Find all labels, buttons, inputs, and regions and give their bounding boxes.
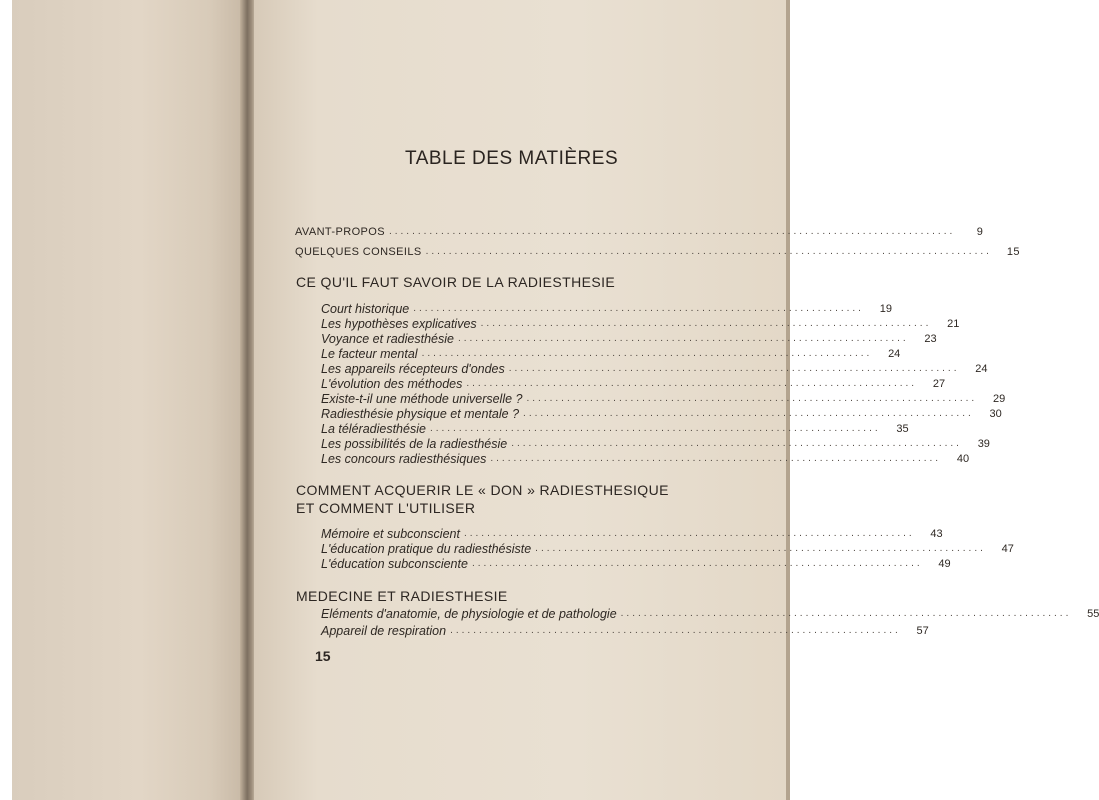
dot-leader: .................................................................................................. xyxy=(388,226,956,237)
toc-entry xyxy=(321,450,970,466)
dot-leader: .............................................................................. xyxy=(413,303,864,314)
toc-entry-label: Appareil de respiration xyxy=(321,624,447,638)
toc-entry-label: L'évolution des méthodes xyxy=(321,377,463,391)
dot-leader: .............................................................................. xyxy=(471,558,923,569)
toc-entry-label: L'éducation pratique du radiesthésiste xyxy=(321,542,532,556)
toc-entry-label: Les concours radiesthésiques xyxy=(321,452,487,466)
toc-entry-label: Les appareils récepteurs d'ondes xyxy=(321,362,505,376)
toc-entry-page: 24 xyxy=(888,348,901,360)
toc-entry xyxy=(321,435,990,451)
toc-entry xyxy=(321,330,937,346)
dot-leader: .............................................................................. xyxy=(450,625,901,636)
toc-entry-page: 55 xyxy=(1087,608,1099,620)
toc-entry xyxy=(321,300,892,316)
toc-entry-label: Court historique xyxy=(321,302,410,316)
toc-entry-page: 47 xyxy=(1001,543,1014,555)
dot-leader: .............................................................................. xyxy=(429,423,881,434)
toc-entry xyxy=(321,555,951,571)
toc-entry-page: 9 xyxy=(976,226,984,238)
toc-entry-page: 29 xyxy=(992,393,1006,405)
toc-entry-label: Existe-t-il une méthode universelle ? xyxy=(321,392,523,406)
toc-entry xyxy=(321,605,1099,621)
toc-entry-label: Voyance et radiesthésie xyxy=(321,332,454,346)
dot-leader: .............................................................................. xyxy=(620,608,1072,619)
dot-leader: .............................................................................. xyxy=(490,453,942,464)
toc-entry-page: 19 xyxy=(879,303,892,315)
toc-entry xyxy=(321,390,1006,406)
toc-entry-label: Eléments d'anatomie, de physiologie et de pathologie xyxy=(321,607,617,621)
toc-entry xyxy=(321,622,929,638)
section-heading: MEDECINE ET RADIESTHESIE xyxy=(296,588,508,604)
dot-leader: .............................................................................. xyxy=(463,528,915,539)
dot-leader: .............................................................................. xyxy=(508,363,960,374)
toc-entry-page: 27 xyxy=(932,378,946,390)
toc-entry-avant-propos xyxy=(295,223,984,239)
toc-entry xyxy=(321,360,988,376)
section-heading: COMMENT ACQUERIR LE « DON » RADIESTHESIQUE xyxy=(296,482,669,498)
toc-entry xyxy=(321,345,901,361)
toc-entry xyxy=(321,375,946,391)
toc-entry xyxy=(321,525,943,541)
dot-leader: .............................................................................. xyxy=(535,543,986,554)
toc-entry-page: 57 xyxy=(916,625,929,637)
toc-entry-quelques-conseils xyxy=(295,243,1020,259)
toc-entry-page: 15 xyxy=(1006,246,1020,258)
dot-leader: .............................................................................. xyxy=(511,438,962,449)
toc-entry-label: Les possibilités de la radiesthésie xyxy=(321,437,508,451)
toc-title: TABLE DES MATIÈRES xyxy=(405,148,619,169)
toc-entry-page: 21 xyxy=(947,318,960,330)
toc-entry-page: 40 xyxy=(956,453,970,465)
toc-entry-label: Radiesthésie physique et mentale ? xyxy=(321,407,520,421)
toc-entry-page: 35 xyxy=(896,423,909,435)
dot-leader: .............................................................................. xyxy=(466,378,918,389)
toc-entry-page: 39 xyxy=(977,438,990,450)
section-heading: CE QU'IL FAUT SAVOIR DE LA RADIESTHESIE xyxy=(296,274,616,290)
section-heading-line2: ET COMMENT L'UTILISER xyxy=(296,500,476,516)
toc-entry-label: L'éducation subconsciente xyxy=(321,557,468,571)
toc-entry-label: QUELQUES CONSEILS xyxy=(295,246,422,258)
dot-leader: .............................................................................. xyxy=(457,333,909,344)
toc-entry-page: 30 xyxy=(989,408,1002,420)
dot-leader: .............................................................................. xyxy=(526,393,978,404)
toc-entry-label: Les hypothèses explicatives xyxy=(321,317,477,331)
toc-entry-label: AVANT-PROPOS xyxy=(295,226,385,238)
dot-leader: .............................................................................. xyxy=(480,318,932,329)
toc-entry-label: La téléradiesthésie xyxy=(321,422,426,436)
page-number: 15 xyxy=(315,648,331,664)
toc-entry-page: 23 xyxy=(924,333,937,345)
toc-entry-page: 24 xyxy=(975,363,988,375)
dot-leader: .............................................................................. xyxy=(421,348,873,359)
toc-entry xyxy=(321,405,1002,421)
toc-entry-page: 43 xyxy=(930,528,943,540)
toc-entry-label: Le facteur mental xyxy=(321,347,418,361)
toc-entry xyxy=(321,420,909,436)
dot-leader: .................................................................................................. xyxy=(425,246,992,257)
toc-entry-page: 49 xyxy=(938,558,951,570)
toc-entry xyxy=(321,540,1014,556)
toc-entry xyxy=(321,315,960,331)
dot-leader: .............................................................................. xyxy=(523,408,974,419)
toc-entry-label: Mémoire et subconscient xyxy=(321,527,460,541)
